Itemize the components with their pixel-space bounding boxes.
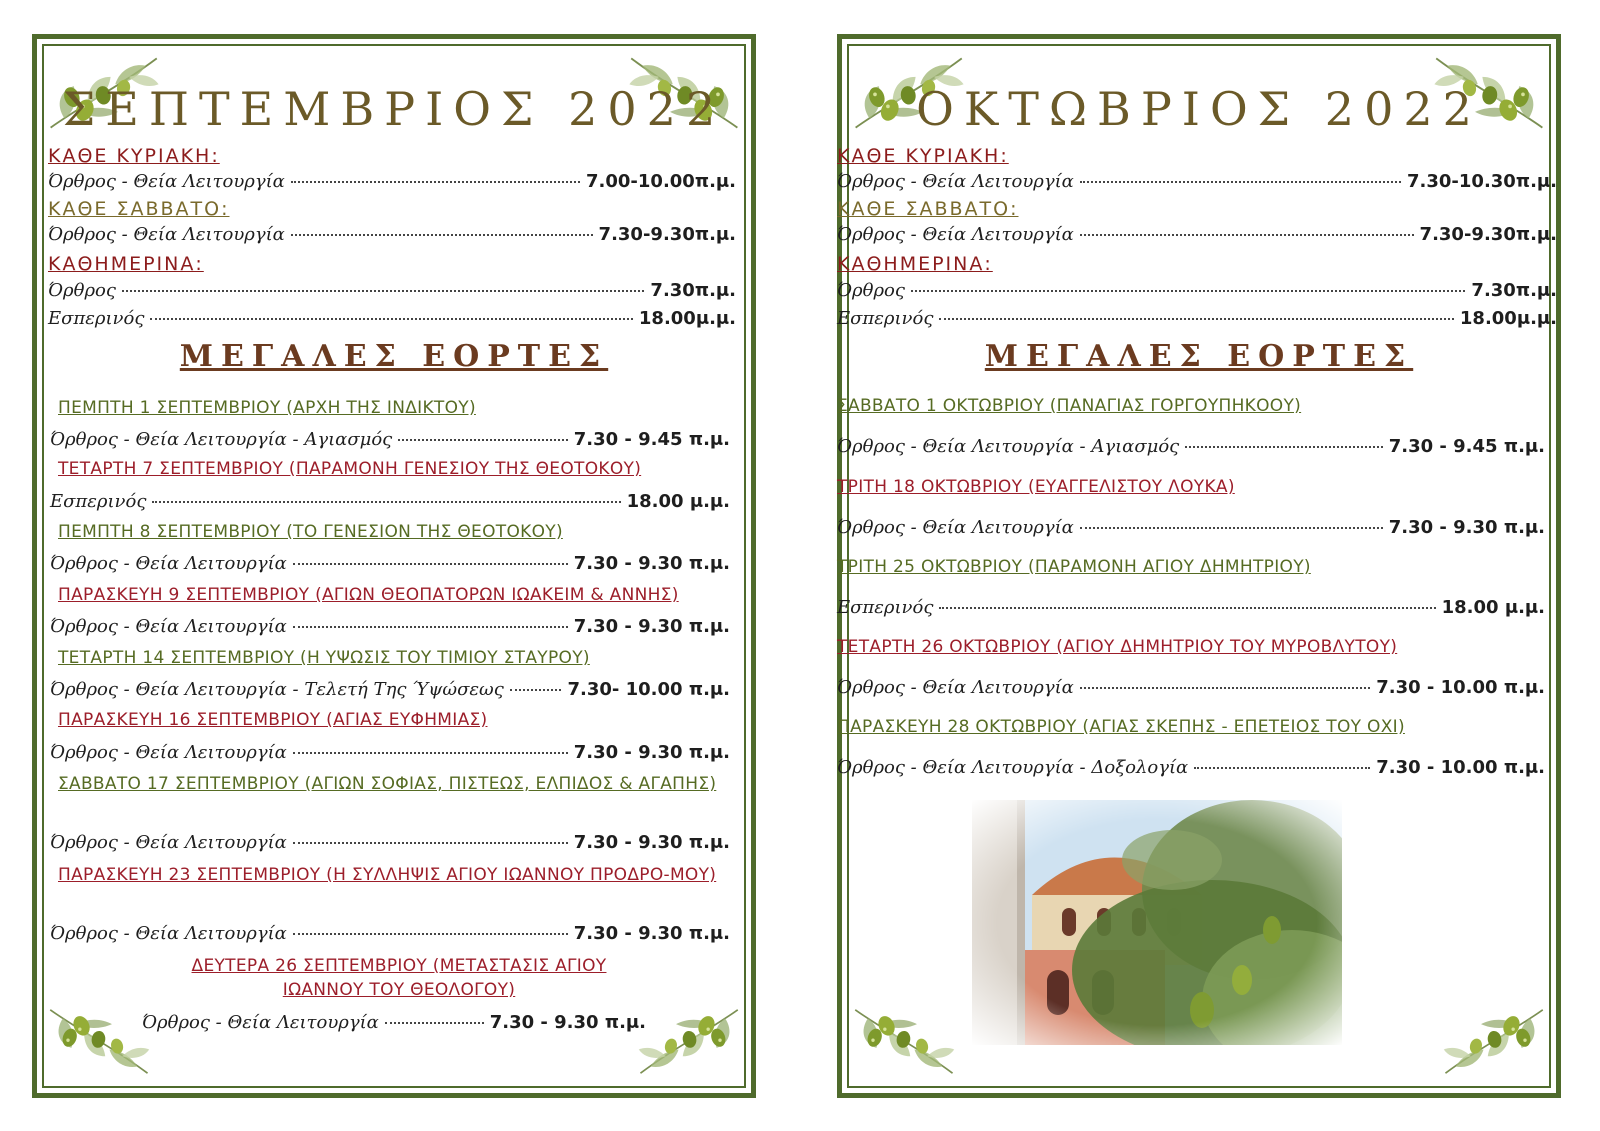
september-page [32,34,756,1098]
page-title: ΟΚΤΩΒΡΙΟΣ 2022 [916,82,1482,136]
feast-row: Όρθρος - Θεία Λειτουργία 7.30 - 9.30 π.μ. [50,742,730,763]
schedule-row: Όρθρος 7.30π.μ. [837,280,1557,301]
feast-heading: ΤΕΤΑΡΤΗ 26 ΟΚΤΩΒΡΙΟΥ (ΑΓΙΟΥ ΔΗΜΗΤΡΙΟΥ ΤΟΥ ΜΥΡΟΒΛΥΤΟΥ) [837,637,1398,657]
feast-heading: ΠΑΡΑΣΚΕΥΗ 16 ΣΕΠΤΕΜΒΡΙΟΥ (ΑΓΙΑΣ ΕΥΦΗΜΙΑΣ) [58,710,488,730]
feast-heading: ΤΕΤΑΡΤΗ 7 ΣΕΠΤΕΜΒΡΙΟΥ (ΠΑΡΑΜΟΝΗ ΓΕΝΕΣΙΟΥ ΤΗΣ ΘΕΟΤΟΚΟΥ) [58,459,642,479]
feast-heading: ΤΡΙΤΗ 25 ΟΚΤΩΒΡΙΟΥ (ΠΑΡΑΜΟΝΗ ΑΓΙΟΥ ΔΗΜΗΤΡΙΟΥ) [837,557,1311,577]
schedule-row: Όρθρος - Θεία Λειτουργία 7.30-10.30π.μ. [837,171,1557,192]
feast-row: Όρθρος - Θεία Λειτουργία 7.30 - 9.30 π.μ. [50,553,730,574]
feasts-title: ΜΕΓΑΛΕΣ ΕΟΡΤΕΣ [984,339,1414,374]
feast-heading: ΤΕΤΑΡΤΗ 14 ΣΕΠΤΕΜΒΡΙΟΥ (Η ΥΨΩΣΙΣ ΤΟΥ ΤΙΜΙΟΥ ΣΤΑΥΡΟΥ) [58,648,590,668]
olive-branch-icon [1437,999,1547,1084]
october-page [837,34,1561,1098]
feast-row: Όρθρος - Θεία Λειτουργία - Αγιασμός 7.30 - 9.45 π.μ. [50,429,730,450]
feast-row: Εσπερινός 18.00 μ.μ. [50,491,730,512]
feast-row: Όρθρος - Θεία Λειτουργία - Αγιασμός 7.30 - 9.45 π.μ. [837,436,1545,457]
feast-heading: ΣΑΒΒΑΤΟ 1 ΟΚΤΩΒΡΙΟΥ (ΠΑΝΑΓΙΑΣ ΓΟΡΓΟΥΠΗΚΟΟΥ) [837,396,1302,416]
feast-row: Όρθρος - Θεία Λειτουργία - Τελετή Της Ύψώσεως 7.30- 10.00 π.μ. [50,679,730,700]
feast-heading: ΠΑΡΑΣΚΕΥΗ 9 ΣΕΠΤΕΜΒΡΙΟΥ (ΑΓΙΩΝ ΘΕΟΠΑΤΟΡΩΝ ΙΩΑΚΕΙΜ & ΑΝΝΗΣ) [58,585,679,605]
olive-branch-icon [632,999,742,1084]
feast-heading: ΔΕΥΤΕΡΑ 26 ΣΕΠΤΕΜΒΡΙΟΥ (ΜΕΤΑΣΤΑΣΙΣ ΑΓΙΟΥ ΙΩΑΝΝΟΥ ΤΟΥ ΘΕΟΛΟΓΟΥ) [191,956,607,1000]
church-photo [972,800,1342,1045]
feast-row: Όρθρος - Θεία Λειτουργία 7.30 - 10.00 π.μ. [837,677,1545,698]
schedule-row: Όρθρος - Θεία Λειτουργία 7.00-10.00π.μ. [48,171,736,192]
schedule-row: Εσπερινός 18.00μ.μ. [48,308,736,329]
feast-heading: ΤΡΙΤΗ 18 ΟΚΤΩΒΡΙΟΥ (ΕΥΑΓΓΕΛΙΣΤΟΥ ΛΟΥΚΑ) [837,477,1235,497]
daily-heading: ΚΑΘΗΜΕΡΙΝΑ: [48,253,204,275]
schedule-row: Όρθρος - Θεία Λειτουργία 7.30-9.30π.μ. [48,224,736,245]
feast-row: Όρθρος - Θεία Λειτουργία - Δοξολογία 7.30 - 10.00 π.μ. [837,757,1545,778]
feast-row: Όρθρος - Θεία Λειτουργία 7.30 - 9.30 π.μ. [50,616,730,637]
olive-branch-icon [851,999,961,1084]
every-sunday-heading: ΚΑΘΕ ΚΥΡΙΑΚΗ: [48,145,220,167]
feast-row: Όρθρος - Θεία Λειτουργία 7.30 - 9.30 π.μ. [142,1012,646,1033]
schedule-row: Όρθρος 7.30π.μ. [48,280,736,301]
feast-row: Εσπερινός 18.00 μ.μ. [837,597,1545,618]
schedule-row: Εσπερινός 18.00μ.μ. [837,308,1557,329]
feasts-title: ΜΕΓΑΛΕΣ ΕΟΡΤΕΣ [179,339,609,374]
feast-heading: ΠΑΡΑΣΚΕΥΗ 28 ΟΚΤΩΒΡΙΟΥ (ΑΓΙΑΣ ΣΚΕΠΗΣ - ΕΠΕΤΕΙΟΣ ΤΟΥ ΟΧΙ) [837,717,1405,737]
every-saturday-heading: ΚΑΘΕ ΣΑΒΒΑΤΟ: [48,198,230,220]
feast-row: Όρθρος - Θεία Λειτουργία 7.30 - 9.30 π.μ. [50,923,730,944]
page-title: ΣΕΠΤΕΜΒΡΙΟΣ 2022 [62,82,726,136]
feast-heading: ΣΑΒΒΑΤΟ 17 ΣΕΠΤΕΜΒΡΙΟΥ (ΑΓΙΩΝ ΣΟΦΙΑΣ, ΠΙΣΤΕΩΣ, ΕΛΠΙΔΟΣ & ΑΓΑΠΗΣ) [58,774,717,794]
daily-heading: ΚΑΘΗΜΕΡΙΝΑ: [837,253,993,275]
olive-branch-icon [46,999,156,1084]
feast-heading: ΠΑΡΑΣΚΕΥΗ 23 ΣΕΠΤΕΜΒΡΙΟΥ (Η ΣΥΛΛΗΨΙΣ ΑΓΙΟΥ ΙΩΑΝΝΟΥ ΠΡΟΔΡΟ-ΜΟΥ) [58,865,717,885]
feast-heading: ΠΕΜΠΤΗ 8 ΣΕΠΤΕΜΒΡΙΟΥ (ΤΟ ΓΕΝΕΣΙΟΝ ΤΗΣ ΘΕΟΤΟΚΟΥ) [58,522,563,542]
every-saturday-heading: ΚΑΘΕ ΣΑΒΒΑΤΟ: [837,198,1019,220]
feast-row: Όρθρος - Θεία Λειτουργία 7.30 - 9.30 π.μ. [50,832,730,853]
feast-row: Όρθρος - Θεία Λειτουργία 7.30 - 9.30 π.μ. [837,517,1545,538]
every-sunday-heading: ΚΑΘΕ ΚΥΡΙΑΚΗ: [837,145,1009,167]
schedule-row: Όρθρος - Θεία Λειτουργία 7.30-9.30π.μ. [837,224,1557,245]
feast-heading: ΠΕΜΠΤΗ 1 ΣΕΠΤΕΜΒΡΙΟΥ (ΑΡΧΗ ΤΗΣ ΙΝΔΙΚΤΟΥ) [58,398,476,418]
